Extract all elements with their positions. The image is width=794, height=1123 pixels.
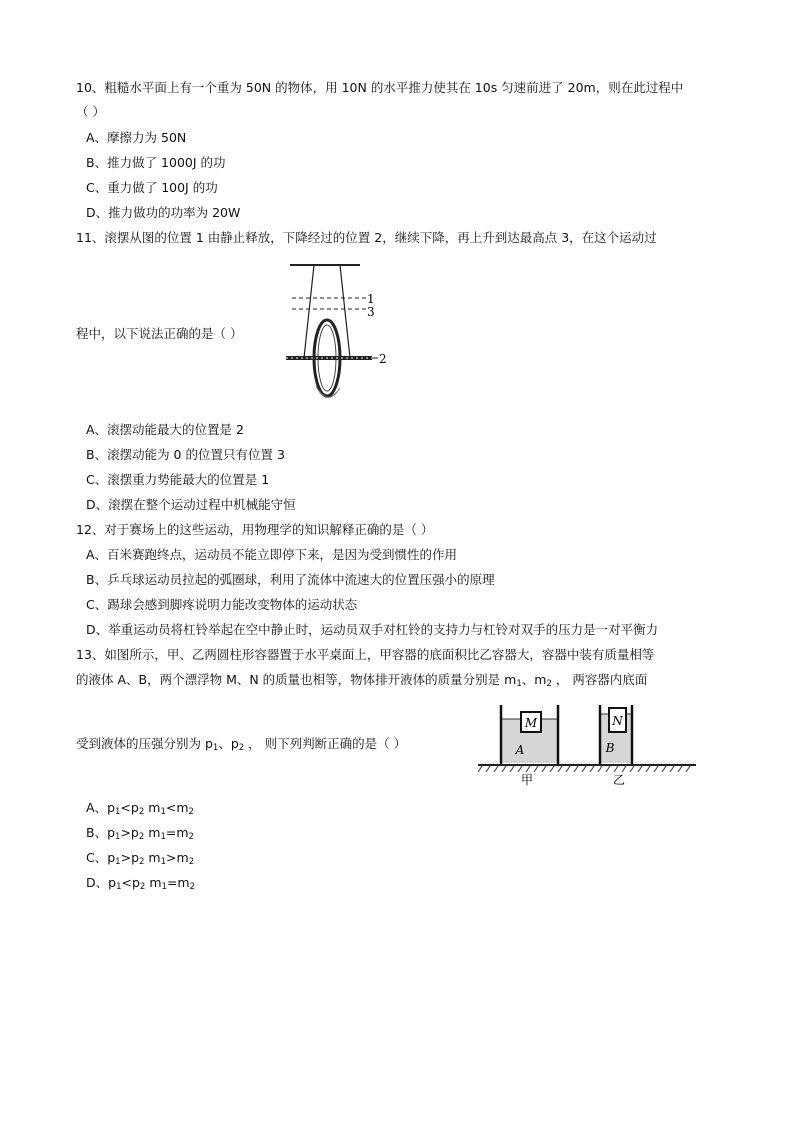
container-jia-label: 甲 — [520, 773, 534, 787]
liquid-b-label: B — [605, 741, 615, 755]
q10-stem-line2: （ ） — [76, 104, 105, 119]
q12-option-b: B、乒乓球运动员拉起的弧圈球，利用了流体中流速大的位置压强小的原理 — [86, 572, 495, 587]
liquid-a-label: A — [515, 743, 525, 757]
q12-option-a: A、百米赛跑终点，运动员不能立即停下来，是因为受到惯性的作用 — [86, 547, 458, 562]
position-2-label: 2 — [379, 352, 387, 366]
q11-option-a: A、滚摆动能最大的位置是 2 — [86, 422, 244, 437]
object-m-label: M — [524, 716, 538, 730]
q12-option-c: C、踢球会感到脚疼说明力能改变物体的运动状态 — [86, 597, 358, 612]
container-yi-label: 乙 — [612, 773, 626, 787]
q11-stem-line1: 11、滚摆从图的位置 1 由静止释放，下降经过的位置 2，继续下降，再上升到达最高点 3，在这个运动过 — [76, 230, 657, 245]
q13-option-b: B、$p_1>p_2$ $m_1=m_2$ — [86, 825, 194, 842]
q13-stem-line1: 13、如图所示，甲、乙两圆柱形容器置于水平桌面上，甲容器的底面积比乙容器大，容器中装有质量相等 — [76, 647, 655, 662]
object-n-label: N — [612, 714, 623, 728]
q10-option-a: A、摩擦力为 50N — [86, 130, 187, 145]
q13-option-a: A、$p_1<p_2$ $m_1<m_2$ — [86, 800, 194, 817]
q10-stem-line1: 10、粗糙水平面上有一个重为 50N 的物体，用 10N 的水平推力使其在 10s 匀速前进了 20m，则在此过程中 — [76, 80, 684, 95]
q10-option-b: B、推力做了 1000J 的功 — [86, 155, 226, 170]
position-1-label: 1 — [367, 292, 375, 306]
q11-option-c: C、滚摆重力势能最大的位置是 1 — [86, 472, 270, 487]
q10-option-d: D、推力做功的功率为 20W — [86, 205, 241, 220]
q11-stem-line2: 程中，以下说法正确的是（ ） — [76, 326, 243, 341]
position-3-label: 3 — [367, 305, 375, 319]
q13-option-d: D、$p_1<p_2$ $m_1=m_2$ — [86, 875, 196, 892]
q11-option-b: B、滚摆动能为 0 的位置只有位置 3 — [86, 447, 285, 462]
q12-stem: 12、对于赛场上的这些运动，用物理学的知识解释正确的是（ ） — [76, 522, 434, 537]
q13-stem-line2: 的液体 A、B，两个漂浮物 M、N 的质量也相等，物体排开液体的质量分别是 $m_1$、$m_2$ ， 两容器内底面 — [76, 672, 648, 689]
q11-option-d: D、滚摆在整个运动过程中机械能守恒 — [86, 497, 296, 512]
q10-option-c: C、重力做了 100J 的功 — [86, 180, 218, 195]
q12-option-d: D、举重运动员将杠铃举起在空中静止时，运动员双手对杠铃的支持力与杠铃对双手的压力是一对平衡力 — [86, 622, 659, 637]
q13-stem-line3: 受到液体的压强分别为 $p_1$、$p_2$ ， 则下列判断正确的是（ ） — [76, 736, 407, 753]
containers-figure — [478, 702, 698, 788]
q13-option-c: C、$p_1>p_2$ $m_1>m_2$ — [86, 850, 195, 867]
maxwell-wheel-figure — [280, 258, 390, 408]
